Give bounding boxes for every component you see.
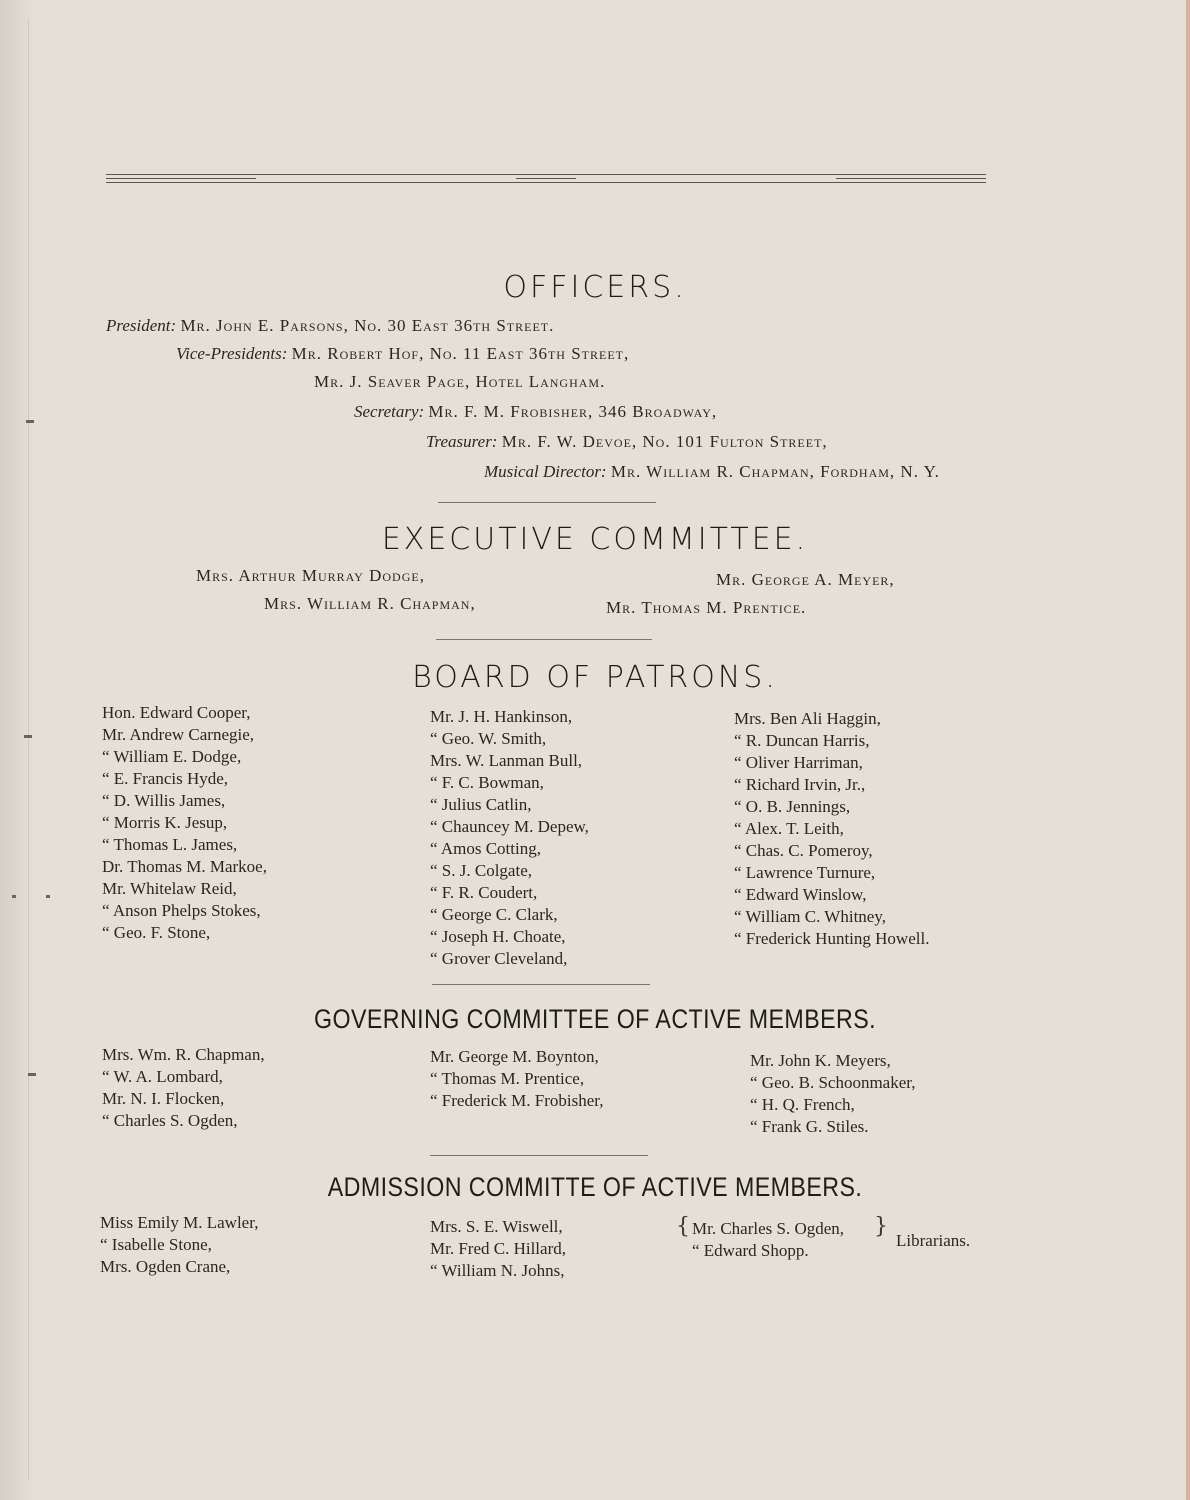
governing-column-2 bbox=[430, 1046, 604, 1112]
patron-name: “ O. B. Jennings, bbox=[734, 797, 851, 816]
patron-name: “ S. J. Colgate, bbox=[430, 861, 532, 880]
committee-member: Mr. N. I. Flocken, bbox=[102, 1089, 225, 1108]
patron-name: Hon. Edward Cooper, bbox=[102, 703, 251, 722]
patron-name: “ D. Willis James, bbox=[102, 791, 226, 810]
admission-column-2 bbox=[430, 1216, 566, 1282]
patron-name: “ Morris K. Jesup, bbox=[102, 813, 228, 832]
patron-name: Mr. Whitelaw Reid, bbox=[102, 879, 237, 898]
patron-name: “ Joseph H. Choate, bbox=[430, 927, 566, 946]
officer-treasurer bbox=[426, 432, 828, 452]
committee-member: “ W. A. Lombard, bbox=[102, 1067, 223, 1086]
patron-name: Mr. Andrew Carnegie, bbox=[102, 725, 255, 744]
admission-heading: ADMISSION COMMITTE OF ACTIVE MEMBERS. bbox=[327, 1172, 863, 1202]
patron-name: “ Oliver Harriman, bbox=[734, 753, 863, 772]
officer-role: Musical Director: bbox=[484, 462, 607, 481]
top-rule bbox=[106, 174, 986, 183]
patron-name: Mrs. Ben Ali Haggin, bbox=[734, 709, 881, 728]
officer-role: President: bbox=[106, 316, 177, 335]
committee-member: Mrs. Wm. R. Chapman, bbox=[102, 1045, 265, 1064]
section-divider bbox=[432, 984, 650, 985]
committee-member: Mrs. S. E. Wiswell, bbox=[430, 1217, 563, 1236]
officer-role: Vice-Presidents: bbox=[176, 344, 288, 363]
patrons-column-3 bbox=[734, 708, 929, 950]
committee-member: “ Frank G. Stiles. bbox=[750, 1117, 869, 1136]
governing-column-1 bbox=[102, 1044, 265, 1132]
patron-name: “ Lawrence Turnure, bbox=[734, 863, 876, 882]
patrons-heading: BOARD OF PATRONS. bbox=[412, 660, 778, 695]
page-edge bbox=[1186, 0, 1190, 1500]
officer-president bbox=[106, 316, 554, 336]
officer-vice-president bbox=[176, 344, 629, 364]
patron-name: Mr. J. H. Hankinson, bbox=[430, 707, 573, 726]
margin-mark bbox=[12, 895, 16, 898]
patron-name: Mrs. W. Lanman Bull, bbox=[430, 751, 583, 770]
executive-member: Mrs. Arthur Murray Dodge, bbox=[196, 566, 425, 585]
margin-mark bbox=[46, 895, 50, 898]
patron-name: “ William C. Whitney, bbox=[734, 907, 886, 926]
committee-member: Mrs. Ogden Crane, bbox=[100, 1257, 231, 1276]
patron-name: “ F. C. Bowman, bbox=[430, 773, 544, 792]
committee-member: Mr. George M. Boynton, bbox=[430, 1047, 599, 1066]
right-brace: } bbox=[874, 1214, 888, 1239]
margin-mark bbox=[26, 420, 34, 423]
officer-role: Secretary: bbox=[354, 402, 425, 421]
patron-name: “ Geo. F. Stone, bbox=[102, 923, 211, 942]
section-divider bbox=[430, 1155, 648, 1156]
patron-name: “ R. Duncan Harris, bbox=[734, 731, 870, 750]
patron-name: “ Chauncey M. Depew, bbox=[430, 817, 589, 836]
patron-name: “ F. R. Coudert, bbox=[430, 883, 538, 902]
patron-name: “ Richard Irvin, Jr., bbox=[734, 775, 866, 794]
patron-name: “ William E. Dodge, bbox=[102, 747, 242, 766]
executive-member: Mr. Thomas M. Prentice. bbox=[606, 598, 807, 617]
patron-name: “ Frederick Hunting Howell. bbox=[734, 929, 930, 948]
officer-role: Treasurer: bbox=[426, 432, 498, 451]
committee-member: “ Thomas M. Prentice, bbox=[430, 1069, 585, 1088]
patron-name: “ Edward Winslow, bbox=[734, 885, 867, 904]
patron-name: “ Anson Phelps Stokes, bbox=[102, 901, 261, 920]
margin-mark bbox=[28, 1073, 36, 1076]
patron-name: Dr. Thomas M. Markoe, bbox=[102, 857, 267, 876]
patron-name: “ Grover Cleveland, bbox=[430, 949, 568, 968]
executive-member: Mrs. William R. Chapman, bbox=[264, 594, 476, 613]
patron-name: “ E. Francis Hyde, bbox=[102, 769, 229, 788]
patron-name: “ Chas. C. Pomeroy, bbox=[734, 841, 873, 860]
admission-column-1 bbox=[100, 1212, 258, 1278]
section-divider bbox=[436, 639, 652, 640]
left-brace: { bbox=[676, 1214, 690, 1239]
patrons-column-1 bbox=[102, 702, 267, 944]
committee-member: “ Edward Shopp. bbox=[692, 1241, 809, 1260]
officer-detail: Mr. J. Seaver Page, Hotel Langham. bbox=[314, 372, 606, 391]
committee-member: Miss Emily M. Lawler, bbox=[100, 1213, 259, 1232]
gutter-line bbox=[28, 20, 29, 1480]
officer-detail: Mr. John E. Parsons, No. 30 East 36th Street. bbox=[180, 316, 555, 335]
officers-heading: OFFICERS. bbox=[503, 270, 687, 305]
section-divider bbox=[438, 502, 656, 503]
executive-heading: EXECUTIVE COMMITTEE. bbox=[381, 522, 809, 557]
committee-member: “ Geo. B. Schoonmaker, bbox=[750, 1073, 916, 1092]
officer-secretary bbox=[354, 402, 717, 422]
officer-musical-director bbox=[484, 462, 940, 482]
committee-member: “ Charles S. Ogden, bbox=[102, 1111, 238, 1130]
patron-name: “ Alex. T. Leith, bbox=[734, 819, 844, 838]
officer-vice-president-2 bbox=[314, 372, 605, 392]
committee-member: “ William N. Johns, bbox=[430, 1261, 565, 1280]
patron-name: “ Geo. W. Smith, bbox=[430, 729, 547, 748]
patron-name: “ Thomas L. James, bbox=[102, 835, 238, 854]
committee-member: Mr. Fred C. Hillard, bbox=[430, 1239, 566, 1258]
committee-member: “ Isabelle Stone, bbox=[100, 1235, 212, 1254]
patron-name: “ Amos Cotting, bbox=[430, 839, 541, 858]
margin-mark bbox=[24, 735, 32, 738]
officer-detail: Mr. F. W. Devoe, No. 101 Fulton Street, bbox=[501, 432, 828, 451]
patron-name: “ George C. Clark, bbox=[430, 905, 558, 924]
governing-column-3 bbox=[750, 1050, 916, 1138]
officer-detail: Mr. Robert Hof, No. 11 East 36th Street, bbox=[291, 344, 630, 363]
patron-name: “ Julius Catlin, bbox=[430, 795, 532, 814]
patrons-column-2 bbox=[430, 706, 589, 970]
committee-member: “ H. Q. French, bbox=[750, 1095, 855, 1114]
committee-member: “ Frederick M. Frobisher, bbox=[430, 1091, 604, 1110]
librarians-label: Librarians. bbox=[896, 1231, 971, 1250]
committee-member: Mr. John K. Meyers, bbox=[750, 1051, 891, 1070]
committee-member: Mr. Charles S. Ogden, bbox=[692, 1219, 845, 1238]
officer-detail: Mr. William R. Chapman, Fordham, N. Y. bbox=[610, 462, 940, 481]
admission-column-3 bbox=[692, 1218, 844, 1262]
executive-member: Mr. George A. Meyer, bbox=[716, 570, 895, 589]
officer-detail: Mr. F. M. Frobisher, 346 Broadway, bbox=[428, 402, 718, 421]
governing-heading: GOVERNING COMMITTEE OF ACTIVE MEMBERS. bbox=[313, 1004, 877, 1034]
